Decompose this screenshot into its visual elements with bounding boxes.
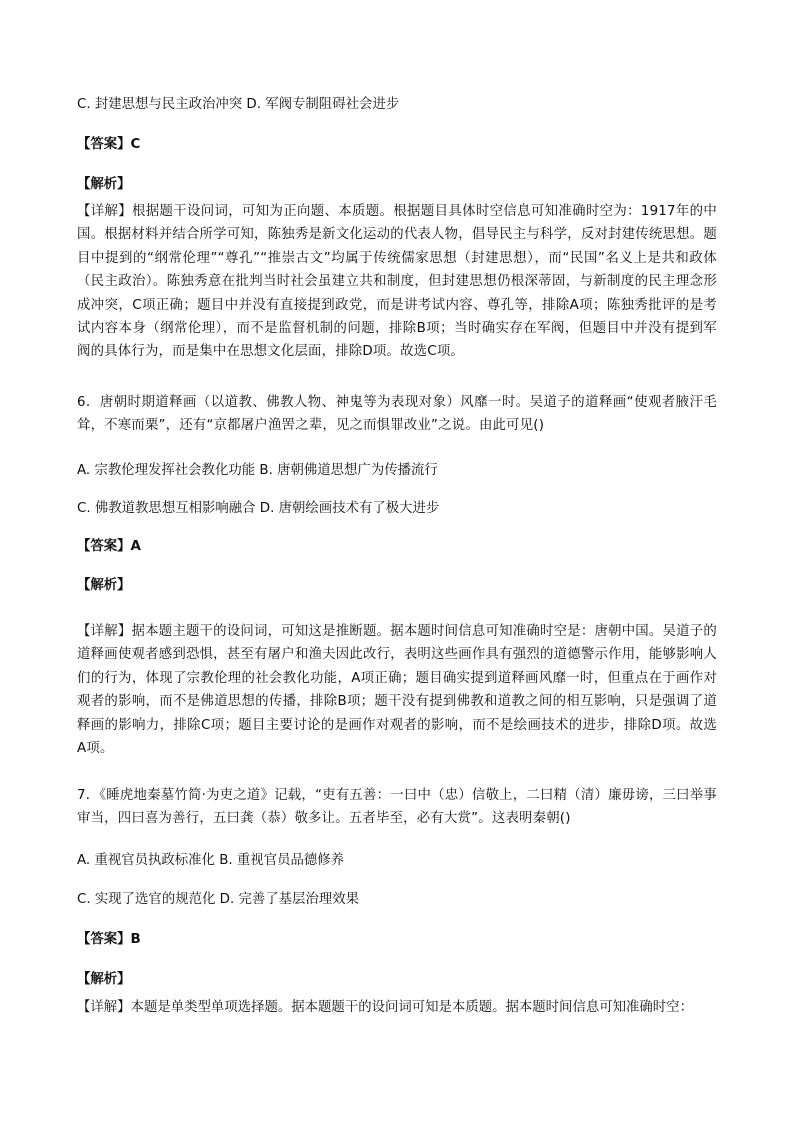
q6-analysis-label: 【解析】 bbox=[77, 578, 131, 593]
q5-detail: 【详解】根据题干设问词，可知为正向题、本质题。根据题目具体时空信息可知准确时空为：1917年的中国。根据材料并结合所学可知，陈独秀是新文化运动的代表人物，倡导民主与科学，反对封建传统思想。题目中提到的“纲常伦理”“尊孔”“推崇古文”均属于传统儒家思想（封建思想），而“民国”名义上是共和政体（民主政治）。陈独秀意在批判当时社会虽建立共和制度，但封建思想仍根深蒂固，与新制度的民主理念形成冲突，C项正确；题目中并没有直接提到政党，而是讲考试内容、尊孔等，排除A项；陈独秀批评的是考试内容本身（纲常伦理），而不是监督机制的问题，排除B项；当时确实存在军阀，但题目中并没有提到军阀的具体行为，而是集中在思想文化层面，排除D项。故选C项。 bbox=[77, 204, 717, 360]
q6-detail: 【详解】据本题主题干的设问词，可知这是推断题。据本题时间信息可知准确时空是：唐朝中国。吴道子的道释画使观者感到恐惧，甚至有屠户和渔夫因此改行，表明这些画作具有强烈的道德警示作用，能够影响人们的行为，体现了宗教伦理的社会教化功能，A项正确；题目确实提到道释画风靡一时，但重点在于画作对观者的影响，而不是佛道思想的传播，排除B项；题干没有提到佛教和道教之间的相互影响，只是强调了道释画的影响力，排除C项；题目主要讨论的是画作对观者的影响，而不是绘画技术的进步，排除D项。故选A项。 bbox=[77, 624, 717, 757]
q5-options-cd: C. 封建思想与民主政治冲突 D. 军阀专制阻碍社会进步 bbox=[77, 97, 400, 112]
q7-detail: 【详解】本题是单类型单项选择题。据本题题干的设问词可知是本质题。据本题时间信息可知准确时空： bbox=[77, 1000, 693, 1015]
q5-answer: 【答案】C bbox=[77, 137, 141, 152]
q7-options-cd: C. 实现了选官的规范化 D. 完善了基层治理效果 bbox=[77, 892, 359, 907]
q7-answer: 【答案】B bbox=[77, 932, 141, 947]
q6-answer: 【答案】A bbox=[77, 539, 141, 554]
q7-analysis-label: 【解析】 bbox=[77, 972, 131, 987]
q7-options-ab: A. 重视官员执政标准化 B. 重视官员品德修养 bbox=[77, 853, 345, 868]
q6-stem: 6．唐朝时期道释画（以道教、佛教人物、神鬼等为表现对象）风靡一时。吴道子的道释画“使观者腋汗毛耸，不寒而栗”，还有“京都屠户渔罟之辈，见之而惧罪改业”之说。由此可见() bbox=[77, 395, 717, 434]
q5-analysis-label: 【解析】 bbox=[77, 177, 131, 192]
q6-options-cd: C. 佛教道教思想互相影响融合 D. 唐朝绘画技术有了极大进步 bbox=[77, 501, 440, 516]
q7-stem: 7．《睡虎地秦墓竹简·为吏之道》记载，“吏有五善：一曰中（忠）信敬上，二曰精（清）廉毋谤，三曰举事审当，四曰喜为善行，五曰龚（恭）敬多让。五者毕至，必有大赏”。这表明秦朝() bbox=[77, 788, 717, 827]
q6-options-ab: A. 宗教伦理发挥社会教化功能 B. 唐朝佛道思想广为传播流行 bbox=[77, 463, 438, 478]
